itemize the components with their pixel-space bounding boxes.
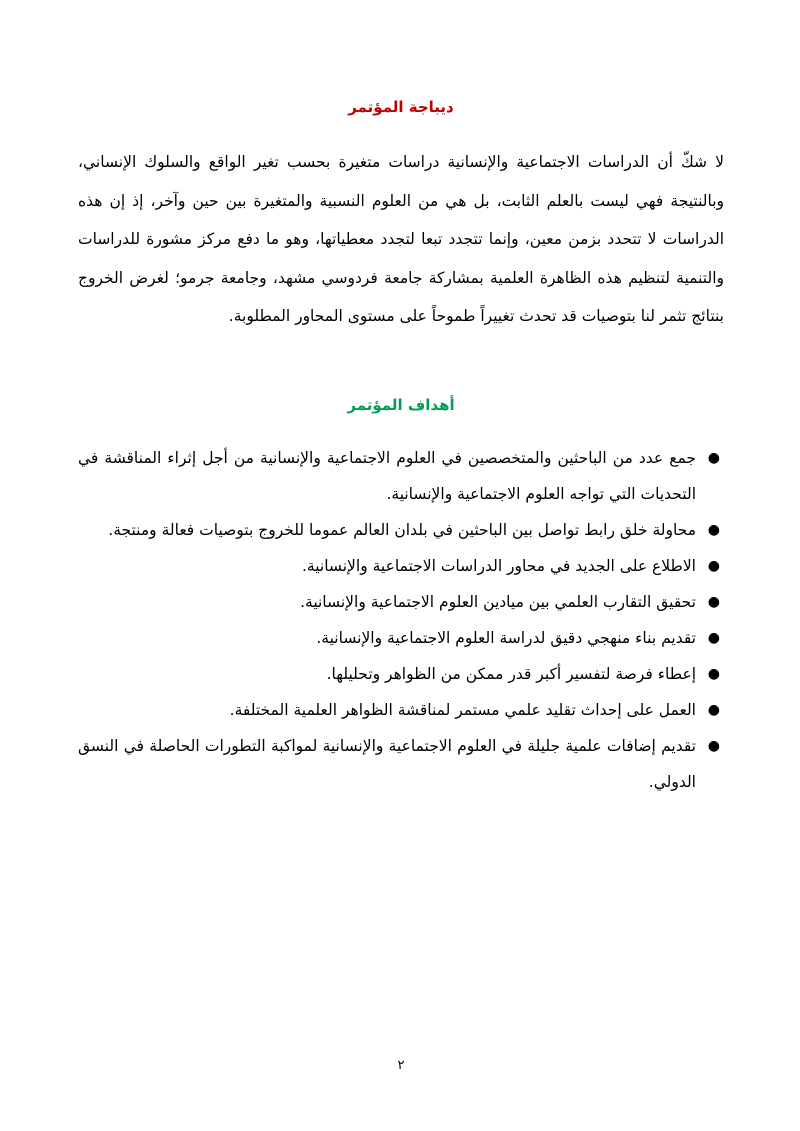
goal-text: العمل على إحداث تقليد علمي مستمر لمناقشة الظواهر العلمية المختلفة. (229, 701, 696, 719)
goal-text: جمع عدد من الباحثين والمتخصصين في العلوم الاجتماعية والإنسانية من أجل إثراء المناقشة في التحديات التي تواجه العلوم الاجتماعية والإنسانية. (78, 449, 696, 503)
bullet-icon: ● (707, 738, 720, 754)
bullet-icon: ● (707, 630, 720, 646)
document-page (78, 0, 724, 1131)
bullet-icon: ● (707, 558, 720, 574)
bullet-icon: ● (707, 666, 720, 682)
goal-text: تقديم بناء منهجي دقيق لدراسة العلوم الاجتماعية والإنسانية. (316, 629, 696, 647)
goals-list (78, 440, 724, 800)
goal-item (78, 512, 724, 548)
goal-item (78, 548, 724, 584)
bullet-icon: ● (707, 702, 720, 718)
goal-text: محاولة خلق رابط تواصل بين الباحثين في بلدان العالم عموما للخروج بتوصيات فعالة ومنتجة. (108, 521, 696, 539)
goal-text: الاطلاع على الجديد في محاور الدراسات الاجتماعية والإنسانية. (301, 557, 696, 575)
goal-item (78, 584, 724, 620)
goal-item (78, 656, 724, 692)
bullet-icon: ● (707, 522, 720, 538)
goal-item (78, 692, 724, 728)
preamble-heading: ديباجة المؤتمر (348, 98, 454, 116)
goals-heading: أهداف المؤتمر (347, 396, 455, 414)
goal-text: تحقيق التقارب العلمي بين ميادين العلوم الاجتماعية والإنسانية. (300, 593, 696, 611)
page-number: ٢ (397, 1058, 405, 1073)
goal-item (78, 620, 724, 656)
bullet-icon: ● (707, 450, 720, 466)
bullet-icon: ● (707, 594, 720, 610)
goal-text: تقديم إضافات علمية جليلة في العلوم الاجتماعية والإنسانية لمواكبة التطورات الحاصلة في النسق الدولي. (78, 737, 696, 791)
preamble-paragraph: لا شكّ أن الدراسات الاجتماعية والإنسانية دراسات متغيرة بحسب تغير الواقع والسلوك الإنساني، وبالنتيجة فهي ليست بالعلم الثابت، بل هي من العلوم النسبية والمتغيرة بين حين وآخر، إذ إن هذه الدراسات لا تتحدد بزمن معين، وإنما تتجدد تبعا لتجدد معطياتها، وهو ما دفع مركز مشورة للدراسات والتنمية لتنظيم هذه الظاهرة العلمية بمشاركة جامعة فردوسي مشهد، وجامعة جرمو؛ لغرض الخروج بنتائج تثمر لنا بتوصيات قد تحدث تغييراً طموحاً على مستوى المحاور المطلوبة. (78, 153, 724, 325)
goal-text: إعطاء فرصة لتفسير أكبر قدر ممكن من الظواهر وتحليلها. (326, 665, 696, 683)
goal-item (78, 728, 724, 800)
goal-item (78, 440, 724, 512)
